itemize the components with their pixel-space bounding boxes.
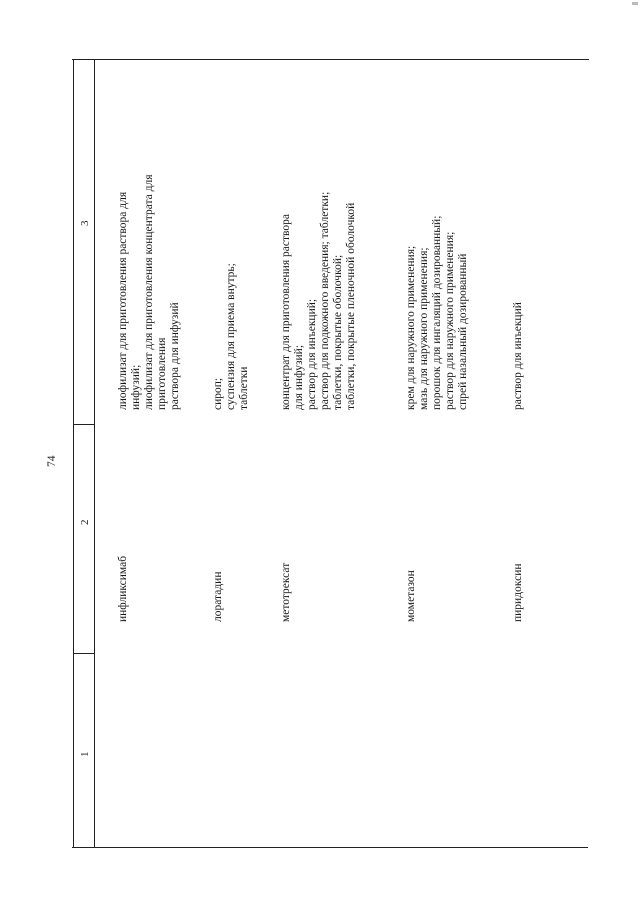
column-header-3: 3: [79, 220, 91, 226]
header-divider-1: [73, 653, 95, 654]
dosage-form-line: приготовления: [156, 337, 168, 410]
dosage-form-line: суспензия для приема внутрь;: [225, 263, 237, 410]
table-right-border: [72, 59, 589, 60]
dosage-form-line: таблетки, покрытые пленочной оболочкой: [345, 202, 357, 410]
dosage-form-line: инфузий;: [130, 364, 142, 410]
header-bottom-border: [94, 59, 95, 848]
dosage-form-line: порошок для ингаляций дозированный;: [431, 215, 443, 410]
dosage-form-line: раствора для инфузий: [169, 302, 181, 410]
drug-name: метотрексат: [280, 562, 292, 622]
dosage-form-line: для инфузий;: [293, 344, 305, 410]
dosage-form-line: раствор для инъекций;: [306, 298, 318, 410]
dosage-form-line: лиофилизат для приготовления концентрата для: [143, 174, 155, 410]
dosage-form-line: раствор для подкожного введения; таблетки;: [319, 191, 331, 410]
dosage-form-line: лиофилизат для приготовления раствора для: [117, 191, 129, 410]
dosage-form-line: сироп;: [212, 377, 224, 410]
dosage-form-line: раствор для инъекций: [512, 302, 524, 410]
column-header-1: 1: [79, 751, 91, 757]
header-top-border: [73, 59, 74, 848]
header-divider-2: [73, 424, 95, 425]
drug-name: лоратадин: [212, 571, 224, 622]
dosage-form-line: спрей назальный дозированный: [457, 253, 469, 410]
dosage-form-line: мазь для наружного применения;: [418, 247, 430, 410]
drug-name: инфликсимаб: [117, 555, 129, 622]
page-number: 74: [46, 455, 58, 467]
drug-name: мометазон: [405, 570, 417, 622]
column-header-2: 2: [79, 519, 91, 525]
dosage-form-line: концентрат для приготовления раствора: [280, 214, 292, 410]
dosage-form-line: таблетки, покрытые оболочкой;: [332, 254, 344, 410]
dosage-form-line: таблетки: [238, 366, 250, 410]
table-left-border: [72, 847, 588, 848]
dosage-form-line: крем для наружного применения;: [405, 245, 417, 410]
dosage-form-line: раствор для наружного применения;: [444, 231, 456, 410]
drug-name: пиридоксин: [512, 563, 524, 622]
